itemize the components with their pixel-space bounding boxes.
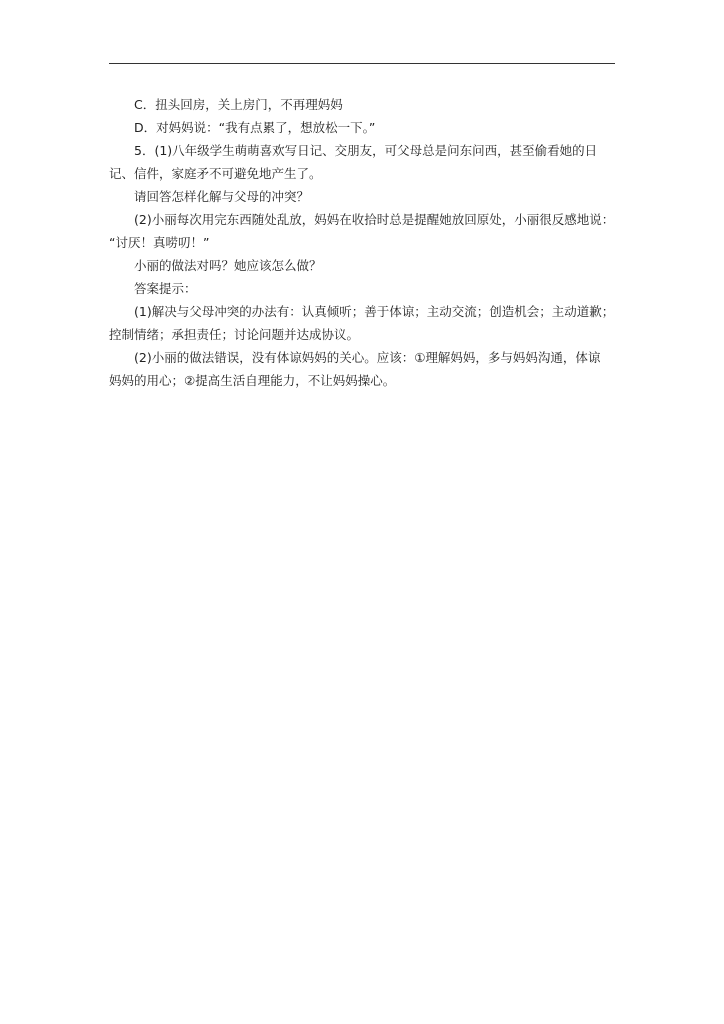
answer-1-line-2: 控制情绪；承担责任；讨论问题并达成协议。 xyxy=(109,327,360,342)
answer-hint-heading: 答案提示： xyxy=(134,281,197,296)
option-d: D．对妈妈说：“我有点累了，想放松一下。” xyxy=(134,120,376,135)
answer-1-line-1: (1)解决与父母冲突的办法有：认真倾听；善于体谅；主动交流；创造机会；主动道歉； xyxy=(134,304,615,319)
answer-2-line-2: 妈妈的用心；②提高生活自理能力，不让妈妈操心。 xyxy=(109,373,396,388)
header-rule xyxy=(109,63,615,64)
answer-2-line-1: (2)小丽的做法错误，没有体谅妈妈的关心。应该：①理解妈妈，多与妈妈沟通，体谅 xyxy=(134,350,601,365)
question-5-part-1-prompt: 请回答怎样化解与父母的冲突？ xyxy=(134,189,310,204)
question-5-part-1-line-1: 5．(1)八年级学生萌萌喜欢写日记、交朋友，可父母总是问东问西，甚至偷看她的日 xyxy=(134,143,598,158)
option-c: C．扭头回房，关上房门，不再理妈妈 xyxy=(134,97,343,112)
document-body xyxy=(109,93,622,392)
question-5-part-2-line-1: (2)小丽每次用完东西随处乱放，妈妈在收拾时总是提醒她放回原处，小丽很反感地说： xyxy=(134,212,615,227)
question-5-part-2-prompt: 小丽的做法对吗？她应该怎么做？ xyxy=(134,258,322,273)
question-5-part-2-quote: “讨厌！真唠叨！” xyxy=(109,235,210,250)
question-5-part-1-line-2: 记、信件，家庭矛不可避免地产生了。 xyxy=(109,166,322,181)
